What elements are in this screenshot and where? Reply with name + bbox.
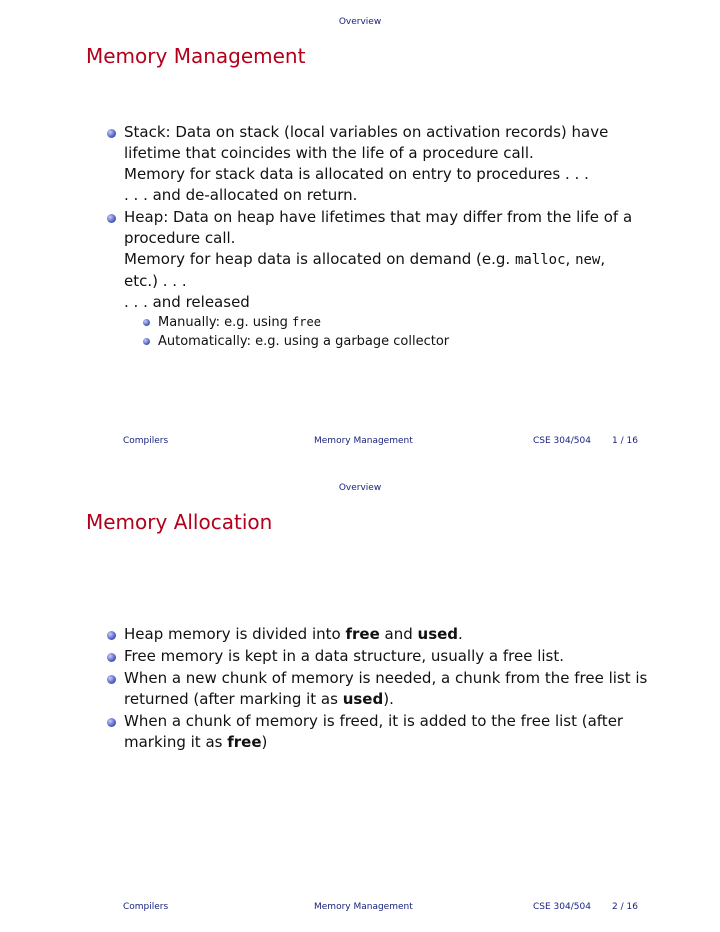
bold-free: free bbox=[345, 625, 380, 643]
code-malloc: malloc bbox=[514, 252, 566, 268]
text-span: marking it as bbox=[124, 733, 228, 751]
text-span: ). bbox=[383, 690, 394, 708]
sub-item-manual bbox=[158, 313, 650, 332]
slide-title: Memory Management bbox=[86, 44, 306, 68]
item-text: . . . and de-allocated on return. bbox=[124, 186, 358, 204]
sub-item-text: Automatically: e.g. using a garbage collector bbox=[158, 334, 450, 349]
list-item bbox=[110, 624, 650, 645]
list-item-stack bbox=[110, 122, 650, 206]
footer-title[interactable]: Memory Management bbox=[314, 902, 413, 912]
slide-header[interactable]: Overview bbox=[338, 483, 382, 493]
bullet-icon bbox=[107, 653, 116, 662]
list-item bbox=[110, 646, 650, 667]
bullet-icon bbox=[107, 718, 116, 727]
list-item bbox=[110, 711, 650, 753]
item-text bbox=[124, 249, 650, 271]
sub-bullet-icon bbox=[143, 319, 150, 326]
slide-2 bbox=[0, 466, 720, 932]
footer-title[interactable]: Memory Management bbox=[314, 436, 413, 446]
item-text: procedure call. bbox=[124, 229, 236, 247]
bullet-list bbox=[110, 122, 650, 352]
text-span: . bbox=[458, 625, 463, 643]
sub-bullet-icon bbox=[143, 338, 150, 345]
text-span: and bbox=[379, 625, 418, 643]
item-text: When a new chunk of memory is needed, a chunk from the free list is bbox=[124, 669, 648, 687]
bold-free: free bbox=[227, 733, 262, 751]
sub-item-text: Manually: e.g. using bbox=[158, 315, 293, 330]
item-text: . . . and released bbox=[124, 293, 250, 311]
text-span: ) bbox=[261, 733, 268, 751]
item-text: etc.) . . . bbox=[124, 272, 187, 290]
footer-page-number: 2 / 16 bbox=[612, 902, 638, 912]
slide-header[interactable]: Overview bbox=[338, 17, 382, 27]
slide-title: Memory Allocation bbox=[86, 510, 273, 534]
item-text bbox=[124, 689, 650, 710]
text-span: , bbox=[600, 250, 606, 268]
item-text: Heap: Data on heap have lifetimes that may differ from the life of a bbox=[124, 208, 633, 226]
list-item bbox=[110, 668, 650, 710]
footer-author[interactable]: Compilers bbox=[123, 902, 169, 912]
item-text: lifetime that coincides with the life of a procedure call. bbox=[124, 144, 534, 162]
bullet-icon bbox=[107, 129, 116, 138]
code-new: new bbox=[575, 252, 601, 268]
item-text bbox=[124, 624, 650, 645]
slide-footer bbox=[0, 436, 720, 448]
code-free: free bbox=[292, 315, 321, 329]
footer-page-number: 1 / 16 bbox=[612, 436, 638, 446]
text-span: Memory for heap data is allocated on demand (e.g. bbox=[124, 250, 515, 268]
list-item-heap bbox=[110, 207, 650, 351]
item-text: Stack: Data on stack (local variables on activation records) have bbox=[124, 123, 609, 141]
text-span: , bbox=[565, 250, 576, 268]
bullet-list bbox=[110, 624, 650, 754]
text-span: returned (after marking it as bbox=[124, 690, 343, 708]
sub-item-automatic bbox=[158, 332, 650, 351]
bold-used: used bbox=[417, 625, 459, 643]
item-text: Memory for stack data is allocated on entry to procedures . . . bbox=[124, 165, 589, 183]
footer-course[interactable]: CSE 304/504 bbox=[533, 436, 591, 446]
text-span: Heap memory is divided into bbox=[124, 625, 346, 643]
item-text bbox=[124, 732, 650, 753]
bullet-icon bbox=[107, 631, 116, 640]
footer-course[interactable]: CSE 304/504 bbox=[533, 902, 591, 912]
slide-footer bbox=[0, 902, 720, 914]
footer-author[interactable]: Compilers bbox=[123, 436, 169, 446]
item-text: Free memory is kept in a data structure, usually a free list. bbox=[124, 647, 565, 665]
item-text: When a chunk of memory is freed, it is added to the free list (after bbox=[124, 712, 624, 730]
bold-used: used bbox=[342, 690, 384, 708]
bullet-icon bbox=[107, 214, 116, 223]
bullet-icon bbox=[107, 675, 116, 684]
